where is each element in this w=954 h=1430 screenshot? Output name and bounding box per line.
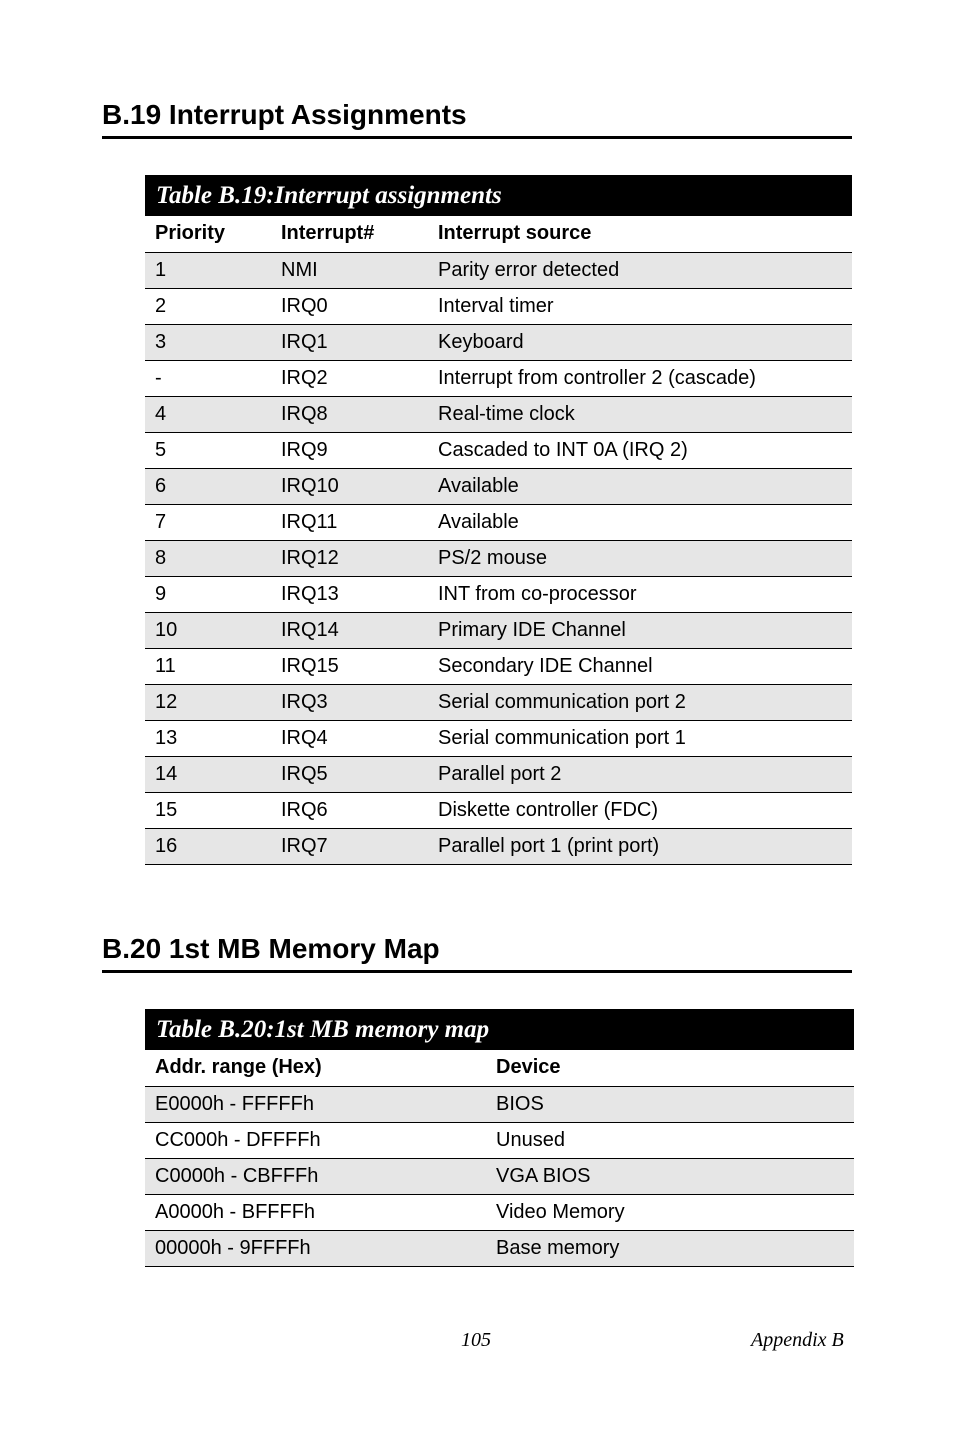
priority-cell: 13 <box>145 720 271 756</box>
addr-range-cell: E0000h - FFFFFh <box>145 1086 486 1122</box>
table-row <box>145 1122 854 1158</box>
interrupt-cell: NMI <box>271 252 428 288</box>
section-heading-memory-map: B.20 1st MB Memory Map <box>102 932 852 973</box>
table-header-row <box>145 216 852 252</box>
priority-cell: 1 <box>145 252 271 288</box>
table-caption: Table B.19:Interrupt assignments <box>145 175 852 216</box>
table-row <box>145 612 852 648</box>
table-row <box>145 288 852 324</box>
table-caption: Table B.20:1st MB memory map <box>145 1009 854 1050</box>
interrupt-cell: IRQ5 <box>271 756 428 792</box>
interrupt-cell: IRQ4 <box>271 720 428 756</box>
interrupt-source-cell: Interrupt from controller 2 (cascade) <box>428 360 852 396</box>
table-row <box>145 252 852 288</box>
interrupt-source-cell: Available <box>428 504 852 540</box>
interrupt-cell: IRQ8 <box>271 396 428 432</box>
interrupt-cell: IRQ11 <box>271 504 428 540</box>
interrupt-source-cell: Diskette controller (FDC) <box>428 792 852 828</box>
priority-cell: 14 <box>145 756 271 792</box>
table-header-row <box>145 1050 854 1086</box>
appendix-label: Appendix B <box>751 1329 844 1351</box>
priority-cell: - <box>145 360 271 396</box>
interrupt-cell: IRQ0 <box>271 288 428 324</box>
interrupt-cell: IRQ10 <box>271 468 428 504</box>
table-row <box>145 1086 854 1122</box>
priority-cell: 12 <box>145 684 271 720</box>
table-row <box>145 756 852 792</box>
addr-range-cell: C0000h - CBFFFh <box>145 1158 486 1194</box>
interrupt-source-cell: Interval timer <box>428 288 852 324</box>
priority-cell: 7 <box>145 504 271 540</box>
priority-cell: 5 <box>145 432 271 468</box>
page-number: 105 <box>461 1329 491 1351</box>
table-row <box>145 324 852 360</box>
priority-cell: 6 <box>145 468 271 504</box>
device-cell: BIOS <box>486 1086 854 1122</box>
section-heading-interrupt-assignments: B.19 Interrupt Assignments <box>102 98 852 139</box>
interrupt-source-cell: INT from co-processor <box>428 576 852 612</box>
interrupt-cell: IRQ14 <box>271 612 428 648</box>
table-row <box>145 720 852 756</box>
interrupt-source-cell: Real-time clock <box>428 396 852 432</box>
interrupt-source-cell: Serial communication port 1 <box>428 720 852 756</box>
priority-cell: 9 <box>145 576 271 612</box>
interrupt-source-cell: Primary IDE Channel <box>428 612 852 648</box>
interrupt-cell: IRQ7 <box>271 828 428 864</box>
interrupt-source-cell: Secondary IDE Channel <box>428 648 852 684</box>
table-row <box>145 1230 854 1266</box>
interrupt-source-cell: Serial communication port 2 <box>428 684 852 720</box>
column-header-interrupt-source: Interrupt source <box>428 216 852 252</box>
interrupt-cell: IRQ1 <box>271 324 428 360</box>
interrupt-source-cell: Parity error detected <box>428 252 852 288</box>
interrupt-cell: IRQ9 <box>271 432 428 468</box>
memory-map-table <box>145 1009 854 1267</box>
addr-range-cell: 00000h - 9FFFFh <box>145 1230 486 1266</box>
table-row <box>145 792 852 828</box>
device-cell: Video Memory <box>486 1194 854 1230</box>
device-cell: Unused <box>486 1122 854 1158</box>
interrupt-source-cell: Cascaded to INT 0A (IRQ 2) <box>428 432 852 468</box>
column-header-priority: Priority <box>145 216 271 252</box>
interrupt-source-cell: PS/2 mouse <box>428 540 852 576</box>
priority-cell: 11 <box>145 648 271 684</box>
table-row <box>145 432 852 468</box>
interrupt-source-cell: Available <box>428 468 852 504</box>
interrupt-cell: IRQ15 <box>271 648 428 684</box>
table-row <box>145 504 852 540</box>
column-header-interrupt: Interrupt# <box>271 216 428 252</box>
device-cell: VGA BIOS <box>486 1158 854 1194</box>
interrupt-source-cell: Parallel port 2 <box>428 756 852 792</box>
interrupt-cell: IRQ2 <box>271 360 428 396</box>
addr-range-cell: A0000h - BFFFFh <box>145 1194 486 1230</box>
device-cell: Base memory <box>486 1230 854 1266</box>
interrupt-cell: IRQ6 <box>271 792 428 828</box>
column-header-addr-range: Addr. range (Hex) <box>145 1050 486 1086</box>
table-row <box>145 396 852 432</box>
table-row <box>145 360 852 396</box>
priority-cell: 4 <box>145 396 271 432</box>
priority-cell: 15 <box>145 792 271 828</box>
interrupt-cell: IRQ13 <box>271 576 428 612</box>
table-row <box>145 684 852 720</box>
interrupt-assignments-table <box>145 175 852 865</box>
interrupt-cell: IRQ12 <box>271 540 428 576</box>
interrupt-source-cell: Parallel port 1 (print port) <box>428 828 852 864</box>
priority-cell: 8 <box>145 540 271 576</box>
interrupt-cell: IRQ3 <box>271 684 428 720</box>
column-header-device: Device <box>486 1050 854 1086</box>
table-row <box>145 828 852 864</box>
priority-cell: 3 <box>145 324 271 360</box>
table-row <box>145 1194 854 1230</box>
table-row <box>145 1158 854 1194</box>
priority-cell: 2 <box>145 288 271 324</box>
table-row <box>145 648 852 684</box>
table-row <box>145 468 852 504</box>
table-row <box>145 576 852 612</box>
priority-cell: 16 <box>145 828 271 864</box>
table-row <box>145 540 852 576</box>
addr-range-cell: CC000h - DFFFFh <box>145 1122 486 1158</box>
priority-cell: 10 <box>145 612 271 648</box>
interrupt-source-cell: Keyboard <box>428 324 852 360</box>
